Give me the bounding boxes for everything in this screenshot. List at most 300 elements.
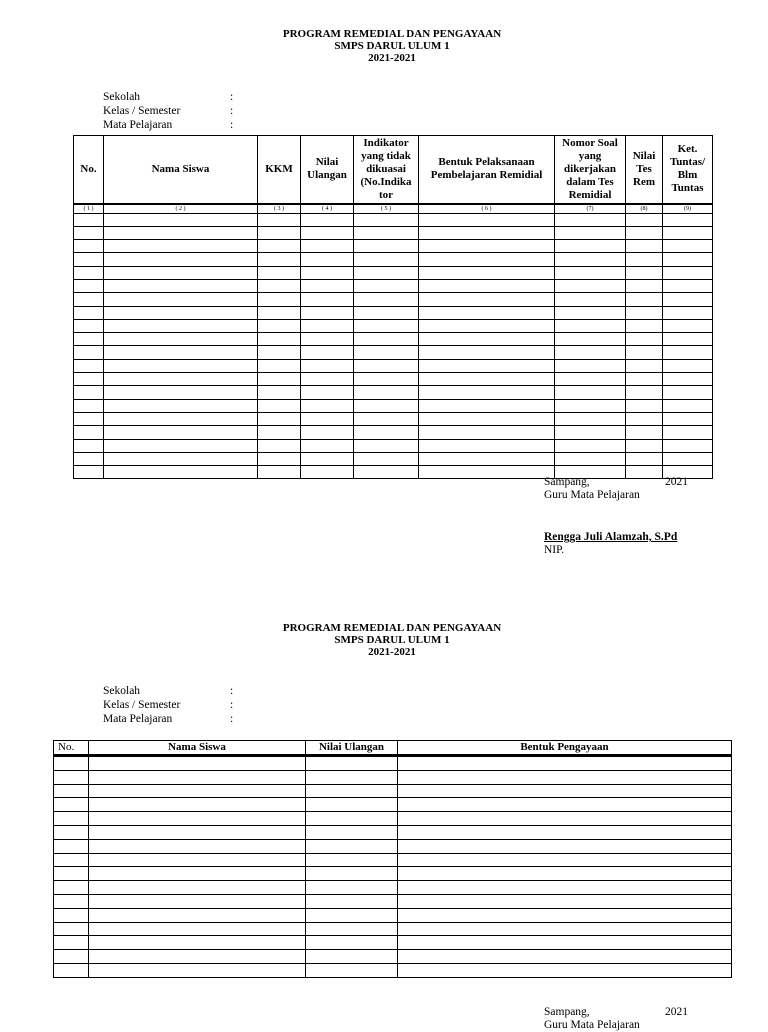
- header-line: Nilai: [632, 149, 656, 162]
- table-cell: [398, 894, 732, 908]
- table-cell: [354, 399, 419, 412]
- table-cell: [626, 240, 663, 253]
- year-label: 2021: [665, 1006, 688, 1018]
- table-cell: [555, 306, 626, 319]
- table-cell: [354, 359, 419, 372]
- table-cell: [626, 226, 663, 239]
- table-cell: [74, 226, 104, 239]
- table-row: [54, 784, 732, 798]
- colon: :: [230, 119, 234, 131]
- table-row: [74, 333, 713, 346]
- table-cell: [258, 266, 301, 279]
- doc2-info: [103, 684, 234, 726]
- table-cell: [301, 306, 354, 319]
- table-cell: [626, 373, 663, 386]
- table-cell: [663, 426, 713, 439]
- table-cell: [555, 439, 626, 452]
- table-cell: [663, 319, 713, 332]
- table-cell: [104, 306, 258, 319]
- doc1-title-line: 2021-2021: [368, 52, 416, 64]
- table-row: [54, 825, 732, 839]
- col-number: (8): [626, 204, 663, 214]
- table-cell: [301, 333, 354, 346]
- table-cell: [306, 881, 398, 895]
- table-cell: [89, 950, 306, 964]
- table-cell: [54, 867, 89, 881]
- table-cell: [89, 853, 306, 867]
- table-cell: [104, 373, 258, 386]
- nip-label: NIP.: [544, 544, 565, 556]
- table-cell: [104, 333, 258, 346]
- table-cell: [301, 373, 354, 386]
- table-row: [74, 319, 713, 332]
- table-cell: [104, 466, 258, 479]
- table-cell: [354, 439, 419, 452]
- table-cell: [354, 226, 419, 239]
- header-bentuk-pengayaan: Bentuk Pengayaan: [398, 741, 732, 756]
- table-row: [74, 293, 713, 306]
- class-semester-label: Kelas / Semester: [103, 699, 181, 711]
- header-nilai-tes-rem: [626, 136, 663, 204]
- table-cell: [258, 452, 301, 465]
- year-label: 2021: [665, 476, 688, 488]
- table-cell: [398, 756, 732, 771]
- table-cell: [354, 412, 419, 425]
- header-line: Indikator: [363, 136, 409, 149]
- table-cell: [663, 412, 713, 425]
- place-date-line: [544, 1006, 688, 1019]
- table-cell: [74, 279, 104, 292]
- subject-row: [103, 118, 234, 132]
- table-cell: [301, 346, 354, 359]
- table-cell: [398, 867, 732, 881]
- table-row: [54, 908, 732, 922]
- table-cell: [89, 770, 306, 784]
- table-row: [74, 386, 713, 399]
- header-line: dalam Tes: [566, 175, 614, 188]
- table-cell: [398, 798, 732, 812]
- table-cell: [555, 253, 626, 266]
- table-row: [54, 881, 732, 895]
- table-row: [54, 922, 732, 936]
- table-cell: [104, 359, 258, 372]
- table-cell: [258, 346, 301, 359]
- table-cell: [306, 936, 398, 950]
- table-cell: [626, 266, 663, 279]
- table-cell: [54, 963, 89, 977]
- doc1-title-line: PROGRAM REMEDIAL DAN PENGAYAAN: [282, 28, 502, 40]
- table-cell: [74, 293, 104, 306]
- table-cell: [104, 412, 258, 425]
- table-cell: [301, 426, 354, 439]
- table-cell: [419, 279, 555, 292]
- column-number-row: [74, 204, 713, 214]
- table-cell: [663, 333, 713, 346]
- table-cell: [419, 293, 555, 306]
- table-cell: [74, 213, 104, 226]
- table-cell: [104, 240, 258, 253]
- table-cell: [74, 412, 104, 425]
- table-cell: [301, 213, 354, 226]
- table-cell: [555, 386, 626, 399]
- place-label: Sampang,: [544, 476, 590, 488]
- teacher-role: Guru Mata Pelajaran: [544, 1019, 640, 1031]
- table-cell: [663, 226, 713, 239]
- table-cell: [419, 240, 555, 253]
- table-cell: [626, 439, 663, 452]
- table-row: [54, 963, 732, 977]
- header-line: dikuasai: [366, 162, 406, 175]
- header-indikator: [354, 136, 419, 204]
- table-cell: [663, 359, 713, 372]
- header-line: Nomor Soal: [562, 136, 618, 149]
- table-cell: [354, 319, 419, 332]
- table-cell: [306, 867, 398, 881]
- table-cell: [306, 894, 398, 908]
- col-number: ( 6 ): [419, 204, 555, 214]
- table-cell: [258, 253, 301, 266]
- table-cell: [626, 426, 663, 439]
- table-cell: [54, 770, 89, 784]
- header-line: Pembelajaran Remidial: [430, 169, 543, 182]
- header-line: Tuntas: [671, 182, 704, 195]
- table-cell: [301, 359, 354, 372]
- table-cell: [555, 293, 626, 306]
- table-cell: [74, 452, 104, 465]
- table-cell: [555, 213, 626, 226]
- table-cell: [89, 867, 306, 881]
- header-line: yang tidak: [361, 149, 411, 162]
- table-cell: [419, 399, 555, 412]
- table-cell: [54, 784, 89, 798]
- table-cell: [104, 426, 258, 439]
- table-cell: [663, 253, 713, 266]
- table-cell: [54, 922, 89, 936]
- school-label: Sekolah: [103, 685, 141, 697]
- col-number: ( 5 ): [354, 204, 419, 214]
- table-cell: [626, 412, 663, 425]
- header-line: Tuntas/: [669, 156, 706, 169]
- school-row: [103, 684, 234, 698]
- table-cell: [419, 466, 555, 479]
- table-row: [54, 867, 732, 881]
- table-cell: [89, 881, 306, 895]
- table-cell: [419, 386, 555, 399]
- table-cell: [306, 963, 398, 977]
- class-semester-label: Kelas / Semester: [103, 105, 181, 117]
- colon: :: [230, 713, 234, 725]
- table-cell: [663, 306, 713, 319]
- table-cell: [626, 359, 663, 372]
- table-cell: [398, 770, 732, 784]
- colon: :: [230, 91, 234, 103]
- col-number: ( 1 ): [74, 204, 104, 214]
- table-cell: [626, 279, 663, 292]
- table-cell: [555, 240, 626, 253]
- table-cell: [54, 839, 89, 853]
- table-cell: [354, 386, 419, 399]
- header-line: Nilai: [315, 156, 339, 169]
- table-cell: [104, 253, 258, 266]
- table-cell: [419, 306, 555, 319]
- table-row: [74, 359, 713, 372]
- table-cell: [89, 936, 306, 950]
- table-cell: [89, 756, 306, 771]
- table-cell: [555, 426, 626, 439]
- table-cell: [419, 439, 555, 452]
- table-cell: [354, 373, 419, 386]
- table-cell: [301, 399, 354, 412]
- table-cell: [398, 922, 732, 936]
- table-cell: [301, 319, 354, 332]
- doc2-title-line: PROGRAM REMEDIAL DAN PENGAYAAN: [282, 622, 502, 634]
- enrichment-table: [53, 740, 732, 978]
- table-cell: [663, 266, 713, 279]
- header-nilai-ulangan: Nilai Ulangan: [306, 741, 398, 756]
- table-cell: [555, 226, 626, 239]
- table-cell: [354, 426, 419, 439]
- col-number: ( 4 ): [301, 204, 354, 214]
- table-cell: [301, 412, 354, 425]
- table-row: [54, 770, 732, 784]
- table-cell: [258, 426, 301, 439]
- table-cell: [258, 386, 301, 399]
- table-cell: [104, 452, 258, 465]
- table-cell: [419, 346, 555, 359]
- table-cell: [663, 386, 713, 399]
- subject-row: [103, 712, 234, 726]
- table-cell: [74, 386, 104, 399]
- table-cell: [301, 439, 354, 452]
- class-semester-row: [103, 698, 234, 712]
- table-cell: [398, 784, 732, 798]
- table-cell: [89, 922, 306, 936]
- table-cell: [258, 240, 301, 253]
- remedial-table: [73, 135, 713, 479]
- colon: :: [230, 105, 234, 117]
- table-row: [74, 412, 713, 425]
- doc1-signature: [544, 476, 688, 557]
- doc1-info: [103, 90, 234, 132]
- table-cell: [258, 466, 301, 479]
- enrichment-table-body: [54, 756, 732, 978]
- table-cell: [104, 226, 258, 239]
- table-cell: [74, 319, 104, 332]
- table-cell: [258, 279, 301, 292]
- table-row: [74, 240, 713, 253]
- table-cell: [555, 412, 626, 425]
- table-cell: [104, 293, 258, 306]
- table-cell: [354, 346, 419, 359]
- doc1-title-line: SMPS DARUL ULUM 1: [334, 40, 450, 52]
- table-cell: [74, 306, 104, 319]
- table-cell: [306, 908, 398, 922]
- table-cell: [354, 213, 419, 226]
- table-cell: [89, 963, 306, 977]
- table-cell: [104, 439, 258, 452]
- table-cell: [301, 386, 354, 399]
- table-cell: [74, 466, 104, 479]
- doc1-title: [0, 28, 768, 64]
- table-row: [54, 756, 732, 771]
- table-cell: [626, 213, 663, 226]
- table-cell: [258, 333, 301, 346]
- table-cell: [301, 266, 354, 279]
- table-cell: [306, 756, 398, 771]
- table-cell: [54, 756, 89, 771]
- table-cell: [354, 253, 419, 266]
- table-cell: [74, 240, 104, 253]
- table-cell: [555, 319, 626, 332]
- table-row: [74, 266, 713, 279]
- table-cell: [54, 798, 89, 812]
- table-cell: [398, 936, 732, 950]
- table-cell: [54, 908, 89, 922]
- table-cell: [354, 240, 419, 253]
- table-cell: [626, 333, 663, 346]
- col-number: ( 3 ): [258, 204, 301, 214]
- table-cell: [104, 399, 258, 412]
- table-cell: [419, 253, 555, 266]
- table-row: [74, 279, 713, 292]
- table-cell: [258, 439, 301, 452]
- table-cell: [74, 359, 104, 372]
- table-cell: [663, 373, 713, 386]
- table-cell: [258, 319, 301, 332]
- table-cell: [54, 881, 89, 895]
- header-line: Remidial: [568, 188, 612, 201]
- header-line: Bentuk Pelaksanaan: [438, 156, 535, 169]
- table-cell: [555, 373, 626, 386]
- table-row: [54, 894, 732, 908]
- table-cell: [258, 359, 301, 372]
- header-line: Tes: [636, 162, 652, 175]
- table-row: [74, 346, 713, 359]
- col-number: (7): [555, 204, 626, 214]
- table-cell: [398, 839, 732, 853]
- table-cell: [398, 963, 732, 977]
- colon: :: [230, 685, 234, 697]
- table-cell: [419, 373, 555, 386]
- table-cell: [398, 881, 732, 895]
- table-cell: [89, 908, 306, 922]
- table-cell: [354, 279, 419, 292]
- table-cell: [54, 812, 89, 826]
- table-cell: [74, 346, 104, 359]
- remedial-table-body: [74, 213, 713, 479]
- table-row: [74, 426, 713, 439]
- table-cell: [54, 950, 89, 964]
- table-cell: [89, 784, 306, 798]
- teacher-role: Guru Mata Pelajaran: [544, 489, 640, 501]
- table-cell: [354, 266, 419, 279]
- doc2-title-line: 2021-2021: [368, 646, 416, 658]
- table-cell: [104, 213, 258, 226]
- table-cell: [89, 894, 306, 908]
- col-number: (9): [663, 204, 713, 214]
- table-row: [54, 936, 732, 950]
- table-cell: [663, 213, 713, 226]
- table-cell: [306, 825, 398, 839]
- table-cell: [626, 399, 663, 412]
- table-cell: [626, 452, 663, 465]
- table-cell: [626, 386, 663, 399]
- table-cell: [419, 333, 555, 346]
- header-no: No.: [74, 136, 104, 204]
- doc2-signature: [544, 1006, 688, 1032]
- table-cell: [663, 452, 713, 465]
- table-row: [74, 399, 713, 412]
- table-cell: [104, 266, 258, 279]
- table-cell: [258, 293, 301, 306]
- table-cell: [354, 452, 419, 465]
- table-cell: [555, 359, 626, 372]
- header-nomor-soal: [555, 136, 626, 204]
- table-cell: [306, 950, 398, 964]
- header-line: Rem: [633, 175, 655, 188]
- table-cell: [555, 346, 626, 359]
- header-line: yang: [578, 149, 602, 162]
- header-no: No.: [54, 741, 89, 756]
- header-ket: [663, 136, 713, 204]
- table-cell: [555, 266, 626, 279]
- table-cell: [663, 439, 713, 452]
- table-cell: [306, 922, 398, 936]
- table-cell: [398, 825, 732, 839]
- table-cell: [301, 466, 354, 479]
- doc2-title-line: SMPS DARUL ULUM 1: [334, 634, 450, 646]
- subject-label: Mata Pelajaran: [103, 713, 173, 725]
- table-cell: [626, 306, 663, 319]
- table-cell: [258, 399, 301, 412]
- table-cell: [626, 293, 663, 306]
- table-row: [74, 226, 713, 239]
- table-cell: [301, 279, 354, 292]
- table-cell: [54, 936, 89, 950]
- table-cell: [663, 399, 713, 412]
- header-line: Blm: [677, 169, 698, 182]
- header-bentuk-pelaksanaan: [419, 136, 555, 204]
- table-cell: [398, 950, 732, 964]
- table-cell: [104, 386, 258, 399]
- table-cell: [398, 908, 732, 922]
- table-cell: [258, 373, 301, 386]
- table-row: [74, 213, 713, 226]
- table-cell: [301, 452, 354, 465]
- table-cell: [555, 333, 626, 346]
- table-cell: [74, 253, 104, 266]
- header-kkm: KKM: [258, 136, 301, 204]
- table-cell: [104, 346, 258, 359]
- table-row: [54, 950, 732, 964]
- table-row: [74, 452, 713, 465]
- header-row: [74, 136, 713, 204]
- table-cell: [74, 426, 104, 439]
- table-row: [54, 839, 732, 853]
- place-label: Sampang,: [544, 1006, 590, 1018]
- table-cell: [398, 853, 732, 867]
- table-row: [74, 373, 713, 386]
- table-cell: [419, 319, 555, 332]
- table-cell: [663, 240, 713, 253]
- table-cell: [258, 226, 301, 239]
- class-semester-row: [103, 104, 234, 118]
- table-cell: [354, 466, 419, 479]
- table-cell: [258, 213, 301, 226]
- table-cell: [626, 346, 663, 359]
- table-cell: [74, 333, 104, 346]
- table-row: [54, 798, 732, 812]
